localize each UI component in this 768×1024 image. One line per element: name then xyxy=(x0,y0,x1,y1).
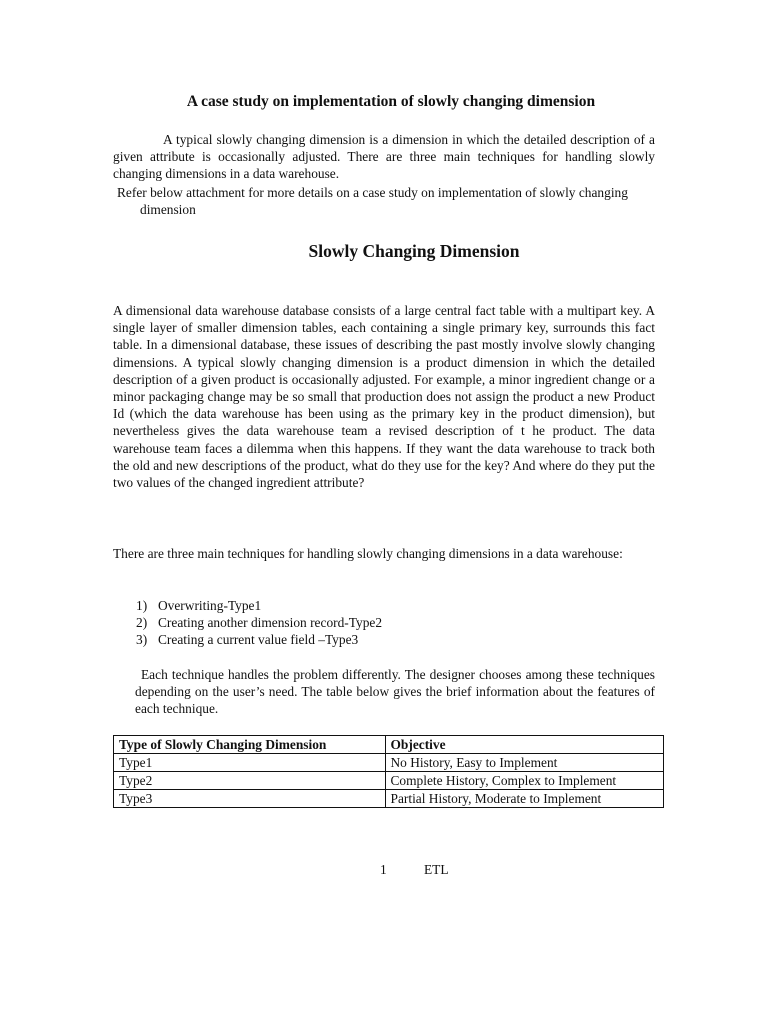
list-item-text: Creating a current value field –Type3 xyxy=(158,632,359,648)
list-item-number: 1) xyxy=(136,598,148,613)
list-item-number: 2) xyxy=(136,615,148,631)
table-header-type: Type of Slowly Changing Dimension xyxy=(114,736,386,754)
refer-paragraph: Refer below attachment for more details on a case study on implementation of slowly changing dimension xyxy=(117,185,628,218)
techniques-list xyxy=(136,597,556,649)
table-header-objective: Objective xyxy=(385,736,664,754)
table-cell-type: Type2 xyxy=(114,772,386,790)
document-title: A case study on implementation of slowly changing dimension xyxy=(186,93,596,110)
table-cell-objective: No History, Easy to Implement xyxy=(385,754,664,772)
table-cell-objective: Partial History, Moderate to Implement xyxy=(385,790,664,808)
section-heading: Slowly Changing Dimension xyxy=(308,241,520,261)
body-paragraph-3: Each technique handles the problem differently. The designer chooses among these techniques depending on the user’s need. The table below gives the brief information about the features of each technique. xyxy=(135,667,655,717)
scd-types-table xyxy=(113,735,664,808)
page-footer xyxy=(380,861,480,878)
list-item-text: Creating another dimension record-Type2 xyxy=(158,615,383,631)
table-row xyxy=(114,790,664,808)
footer-label: ETL xyxy=(424,862,449,877)
page-number: 1 xyxy=(380,862,387,877)
table-header-row xyxy=(114,736,664,754)
table-row xyxy=(114,772,664,790)
table-cell-type: Type3 xyxy=(114,790,386,808)
list-item-text: Overwriting-Type1 xyxy=(158,598,262,613)
list-item-number: 3) xyxy=(136,632,148,648)
intro-paragraph: A typical slowly changing dimension is a dimension in which the detailed description of a given attribute is occasionally adjusted. There are three main techniques for handling slowly changing dimensions in a data warehouse. xyxy=(113,132,655,182)
body-paragraph-2: There are three main techniques for handling slowly changing dimensions in a data warehouse: xyxy=(113,546,623,561)
table-row xyxy=(114,754,664,772)
table-cell-objective: Complete History, Complex to Implement xyxy=(385,772,664,790)
list-item xyxy=(136,631,556,648)
table-cell-type: Type1 xyxy=(114,754,386,772)
body-paragraph-1: A dimensional data warehouse database consists of a large central fact table with a multipart key. A single layer of smaller dimension tables, each containing a single primary key, surrounds this fact table. In a dimensional database, these issues of describing the past mostly involve slowly changing dimensions. A typical slowly changing dimension is a product dimension in which the detailed description of a given product is occasionally adjusted. For example, a minor ingredient change or a minor packaging change may be so small that production does not assign the product a new Product Id (which the data warehouse has been using as the primary key in the product dimension), but nevertheless gives the data warehouse team a revised description of t he product. The data warehouse team faces a dilemma when this happens. If they want the data warehouse to track both the old and new descriptions of the product, what do they use for the key? And where do they put the two values of the changed ingredient attribute? xyxy=(113,303,655,491)
list-item xyxy=(136,614,556,631)
list-item xyxy=(136,597,556,614)
